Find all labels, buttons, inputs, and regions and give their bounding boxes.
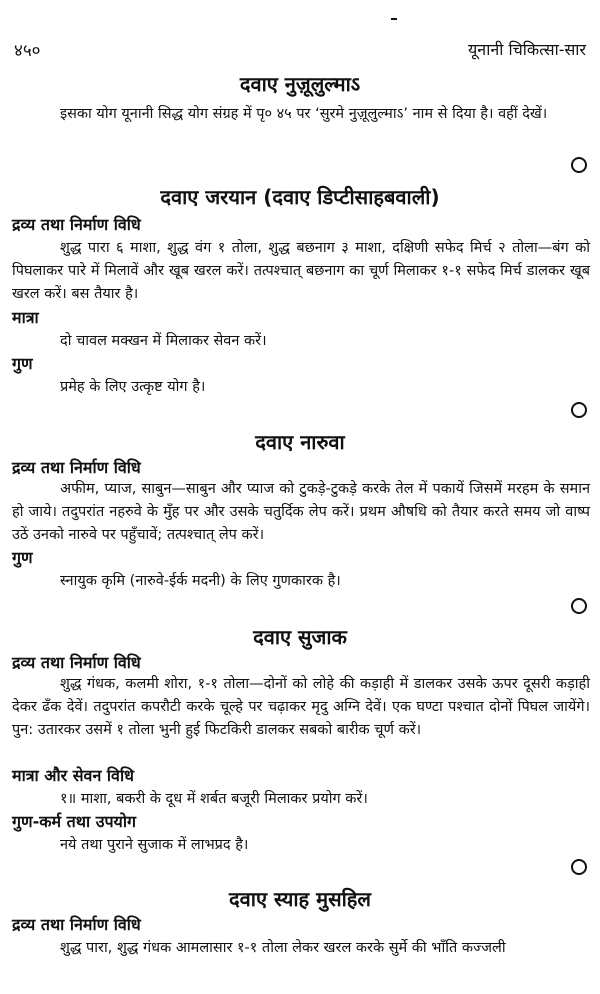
running-header: यूनानी चिकित्सा-सार [468, 40, 586, 59]
preparation-text: शुद्ध पारा, शुद्ध गंधक आमलासार १-१ तोला लेकर खरल करके सुर्मे की भाँति कज्जली [60, 940, 506, 956]
subheading-property: गुण [12, 354, 33, 373]
subheading-property: गुण-कर्म तथा उपयोग [12, 812, 136, 831]
subheading-preparation: द्रव्य तथा निर्माण विधि [12, 653, 141, 672]
section-end-circle [571, 859, 587, 875]
dose-text: १॥ माशा, बकरी के दूध में शर्बत बजूरी मिलाकर प्रयोग करें। [60, 791, 368, 807]
section-title-sujak: दवाए सुजाक [253, 625, 347, 649]
subheading-property: गुण [12, 548, 33, 567]
subheading-preparation: द्रव्य तथा निर्माण विधि [12, 215, 141, 234]
subheading-dose: मात्रा और सेवन विधि [12, 766, 134, 785]
section-title-nuzulma: दवाए नुज़ूलुल्माऽ [239, 72, 361, 96]
preparation-text: शुद्ध पारा ६ माशा, शुद्ध वंग १ तोला, शुद्ध बछनाग ३ माशा, दक्षिणी सफेद मिर्च २ तोला—बंग को पिघलाकर पारे में मिलावें और खूब खरल करें। तत्पश्चात् बछनाग का चूर्ण मिलाकर १-१ सफेद मिर्च डालकर खूब खरल करें। बस तैयार है। [12, 240, 590, 302]
subheading-dose: मात्रा [12, 308, 39, 327]
section-title-syah-mushil: दवाए स्याह मुसहिल [229, 887, 371, 911]
section-end-circle [571, 598, 587, 614]
preparation-text: शुद्ध गंधक, कलमी शोरा, १-१ तोला—दोनों को लोहे की कड़ाही में डालकर उसके ऊपर दूसरी कड़ाही देकर ढँक देवें। तदुपरांत कपरौटी करके चूल्हे पर चढ़ाकर मृदु अग्नि देवें। एक घण्टा पश्चात दोनों पिघल जायेंगे। पुन: उतारकर उसमें १ तोला भुनी हुई फिटकिरी डालकर सबको बारीक चूर्ण करें। [12, 676, 590, 738]
section-title-jaryan: दवाए जरयान (दवाए डिप्टीसाहबवाली) [160, 185, 440, 209]
section-title-naruva: दवाए नारुवा [255, 430, 345, 454]
section-intro: इसका योग यूनानी सिद्ध योग संग्रह में पृ० ४५ पर ‘सुरमे नुज़ूलुल्माऽ’ नाम से दिया है। वहीं देखें। [60, 106, 548, 122]
print-mark [391, 18, 397, 20]
section-end-circle [571, 402, 587, 418]
property-text: नये तथा पुराने सुजाक में लाभप्रद है। [60, 837, 249, 853]
property-text: प्रमेह के लिए उत्कृष्ट योग है। [60, 379, 206, 395]
section-end-circle [571, 157, 587, 173]
page-number: ४५० [14, 41, 41, 61]
subheading-preparation: द्रव्य तथा निर्माण विधि [12, 458, 141, 477]
preparation-text: अफीम, प्याज, साबुन—साबुन और प्याज को टुकड़े-टुकड़े करके तेल में पकायें जिसमें मरहम के समान हो जाये। तदुपरांत नहरुवे के मुँह पर और उसके चतुर्दिक लेप करें। प्रथम औषधि को तैयार करते समय जो वाष्प उठें उनको नारुवे पर पहुँचावें; तत्पश्चात् लेप करें। [12, 481, 590, 543]
property-text: स्नायुक कृमि (नारुवे-ईर्क मदनी) के लिए गुणकारक है। [60, 573, 341, 589]
dose-text: दो चावल मक्खन में मिलाकर सेवन करें। [60, 333, 267, 349]
subheading-preparation: द्रव्य तथा निर्माण विधि [12, 915, 141, 934]
